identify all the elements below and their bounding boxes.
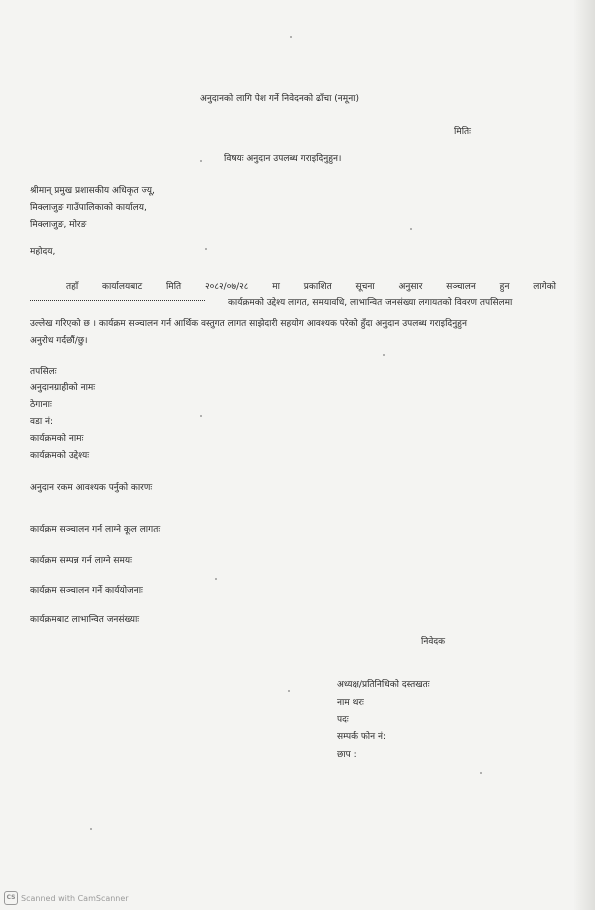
body-paragraph-line: तहाँ कार्यालयबाट मिति २०८२/०७/२८ मा प्रकाशित सूचना अनुसार सञ्चालन हुन लागेको — [66, 282, 556, 292]
watermark-text: Scanned with CamScanner — [21, 893, 129, 903]
page-edge-shadow — [573, 0, 595, 910]
form-field-label: अनुदानग्राहीको नामः — [30, 383, 96, 393]
document-heading: अनुदानको लागि पेश गर्ने निवेदनको ढाँचा (नमूना) — [200, 94, 360, 104]
signature-field-label: सम्पर्क फोन नं: — [337, 732, 386, 742]
camscanner-logo-icon: CS — [4, 891, 18, 905]
scan-speck — [90, 828, 92, 830]
scan-speck — [288, 690, 290, 692]
details-title: तपसिलः — [30, 367, 57, 377]
scan-speck — [215, 578, 217, 580]
blank-fill-line — [30, 296, 205, 301]
scan-speck — [200, 160, 202, 162]
body-paragraph-line: कार्यक्रमको उद्देश्य लागत, समयावधि, लाभान्वित जनसंख्या लगायतको विवरण तपसिलमा — [228, 298, 513, 308]
signature-field-label: पदः — [337, 715, 349, 725]
addressee-line: श्रीमान् प्रमुख प्रशासकीय अधिकृत ज्यू, — [30, 186, 155, 196]
scan-speck — [205, 248, 207, 250]
signature-field-label: अध्यक्ष/प्रतिनिधिको दस्तखतः — [337, 680, 430, 690]
body-paragraph-line: अनुरोध गर्दछौं/छु। — [30, 336, 88, 346]
form-field-label: ठेगानाः — [30, 400, 52, 410]
form-field-label: कार्यक्रमको नामः — [30, 434, 84, 444]
scan-speck — [200, 415, 202, 417]
form-field-label: कार्यक्रम सञ्चालन गर्न लाग्ने कूल लागतः — [30, 525, 161, 535]
scan-speck — [383, 354, 385, 356]
camscanner-watermark — [4, 891, 129, 905]
signature-field-label: नाम थरः — [337, 698, 364, 708]
scan-speck — [480, 772, 482, 774]
subject-line: विषयः अनुदान उपलब्ध गराइदिनुहुन। — [224, 154, 342, 164]
salutation: महोदय, — [30, 247, 56, 257]
addressee-line: मिक्लाजुङ गाउँपालिकाको कार्यालय, — [30, 203, 147, 213]
signature-field-label: छाप : — [337, 750, 357, 760]
form-field-label: कार्यक्रमबाट लाभान्वित जनसंख्याः — [30, 615, 140, 625]
body-paragraph-line: उल्लेख गरिएको छ । कार्यक्रम सञ्चालन गर्न आर्थिक वस्तुगत लागत साझेदारी सहयोग आवश्यक परेको हुँदा अनुदान उपलब्ध गराइदिनुहुन — [30, 319, 467, 329]
form-field-label: अनुदान रकम आवश्यक पर्नुको कारणः — [30, 483, 153, 493]
date-label: मितिः — [454, 127, 471, 137]
submitter-label: निवेदक — [421, 637, 446, 647]
scan-speck — [410, 228, 412, 230]
addressee-line: मिक्लाजुङ, मोरङ — [30, 220, 87, 230]
form-field-label: कार्यक्रमको उद्देश्यः — [30, 451, 90, 461]
form-field-label: कार्यक्रम सम्पन्न गर्न लाग्ने समयः — [30, 556, 132, 566]
scan-speck — [290, 36, 292, 38]
form-field-label: वडा नं: — [30, 417, 54, 427]
form-field-label: कार्यक्रम सञ्चालन गर्ने कार्ययोजनाः — [30, 586, 143, 596]
